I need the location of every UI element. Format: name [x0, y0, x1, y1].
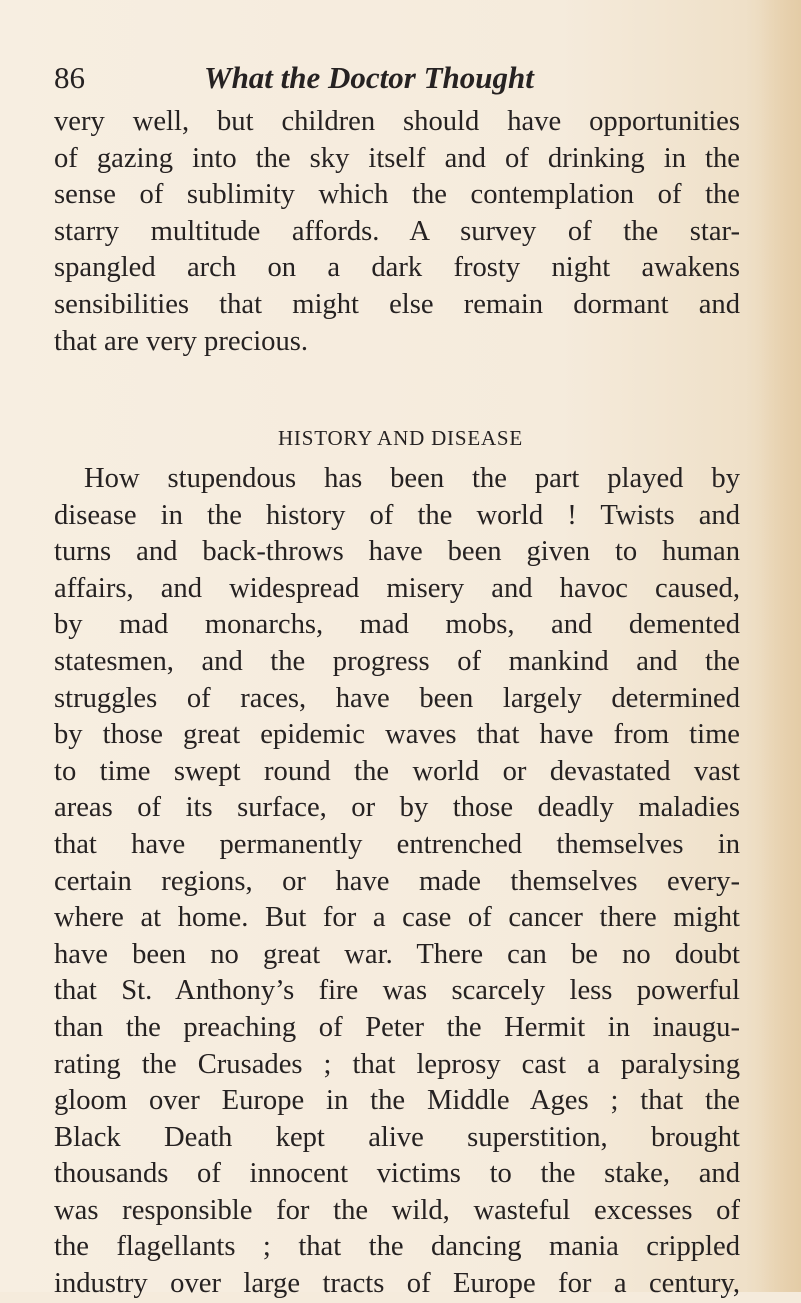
text-line: to time swept round the world or devastated vast [54, 755, 740, 787]
section-heading: HISTORY AND DISEASE [277, 426, 524, 450]
text-line: starry multitude affords. A survey of the star- [54, 215, 740, 247]
text-line: that St. Anthony’s fire was scarcely less powerful [54, 975, 740, 1007]
text-line: thousands of innocent victims to the stake, and [54, 1158, 740, 1190]
text-line: certain regions, or have made themselves every- [54, 865, 740, 897]
text-line: disease in the history of the world ! Twists and [54, 499, 740, 531]
text-line: that are very precious. [54, 325, 309, 357]
running-head [54, 58, 574, 98]
text-line: the flagellants ; that the dancing mania crippled [54, 1231, 740, 1263]
text-line: than the preaching of Peter the Hermit in inaugu- [54, 1011, 740, 1043]
text-line: was responsible for the wild, wasteful excesses of [54, 1194, 740, 1226]
text-line: rating the Crusades ; that leprosy cast a paralysing [54, 1048, 740, 1080]
paragraph-continued [54, 104, 740, 360]
text-line: by mad monarchs, mad mobs, and demented [54, 609, 740, 641]
paragraph-history-and-disease [54, 461, 740, 1303]
text-line: have been no great war. There can be no doubt [54, 938, 740, 970]
text-line: that have permanently entrenched themselves in [54, 828, 740, 860]
text-line: very well, but children should have opportunities [54, 106, 740, 137]
text-line: affairs, and widespread misery and havoc caused, [54, 572, 740, 604]
page-number: 86 [54, 60, 85, 95]
text-line: where at home. But for a case of cancer there might [54, 902, 740, 934]
book-title: What the Doctor Thought [204, 60, 534, 95]
text-line: Black Death kept alive superstition, brought [54, 1121, 740, 1153]
text-line: by those great epidemic waves that have from time [54, 719, 740, 751]
text-line: areas of its surface, or by those deadly maladies [54, 792, 740, 824]
page-edge-stain [759, 0, 801, 1292]
text-line: struggles of races, have been largely determined [54, 682, 740, 714]
text-line: sensibilities that might else remain dormant and [54, 288, 740, 320]
text-line: How stupendous has been the part played by [84, 463, 740, 494]
text-line: sense of sublimity which the contemplation of the [54, 179, 740, 211]
text-line: industry over large tracts of Europe for a century, [54, 1268, 740, 1300]
text-line: statesmen, and the progress of mankind and the [54, 645, 740, 677]
text-line: spangled arch on a dark frosty night awakens [54, 252, 740, 284]
text-line: gloom over Europe in the Middle Ages ; that the [54, 1085, 740, 1117]
text-line: turns and back-throws have been given to human [54, 536, 740, 568]
text-line: of gazing into the sky itself and of drinking in the [54, 142, 740, 174]
